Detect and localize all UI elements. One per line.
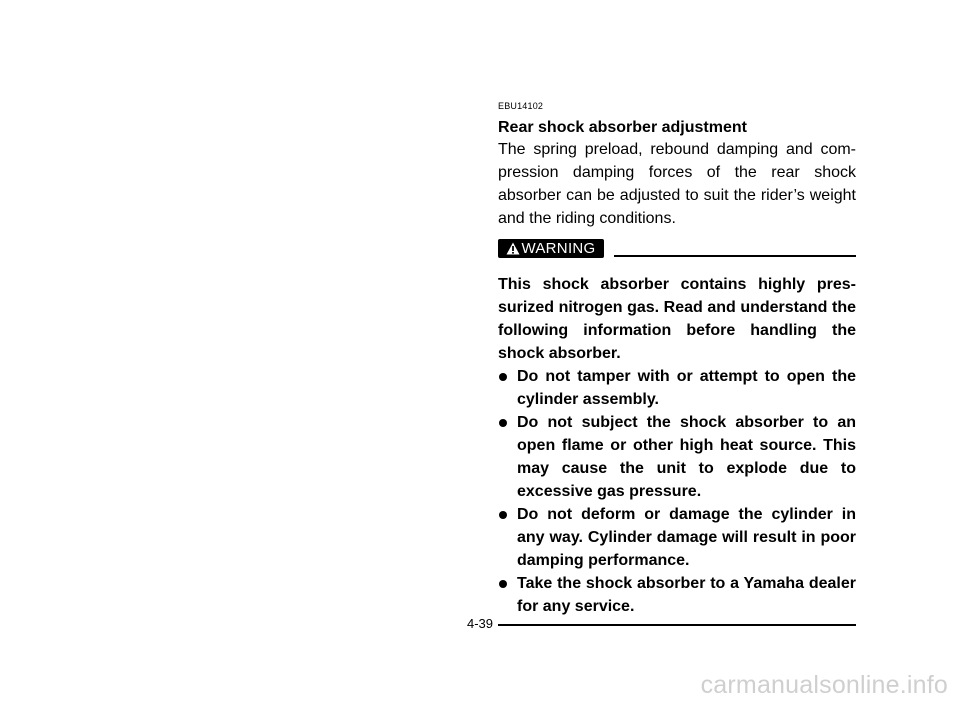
section-intro: The spring preload, rebound damping and com-pression damping forces of the rear shock absorber can be adjusted to suit the rider’s weight and the riding conditions. bbox=[498, 141, 856, 227]
bullet-dot-icon bbox=[499, 373, 507, 381]
warning-bullet bbox=[498, 411, 856, 503]
warning-divider bbox=[614, 255, 856, 257]
warning-badge bbox=[498, 239, 604, 258]
warning-bullet-list bbox=[498, 365, 856, 618]
warning-header bbox=[498, 238, 856, 258]
warning-bullet-text: Do not deform or damage the cylinder in any way. Cylinder damage will result in poor damping performance. bbox=[517, 506, 856, 569]
warning-bullet-text: Do not tamper with or attempt to open the cylinder assembly. bbox=[517, 368, 856, 408]
bullet-dot-icon bbox=[499, 419, 507, 427]
warning-text: This shock absorber contains highly pres-surized nitrogen gas. Read and understand the following information before handling the shock absorber. bbox=[498, 276, 856, 362]
section-code: EBU14102 bbox=[498, 101, 544, 111]
section-title: Rear shock absorber adjustment bbox=[498, 119, 747, 136]
manual-content-column bbox=[498, 100, 856, 626]
warning-label: WARNING bbox=[521, 240, 596, 257]
watermark: carmanualsonline.info bbox=[700, 671, 948, 699]
bullet-dot-icon bbox=[499, 580, 507, 588]
page-number: 4-39 bbox=[466, 616, 494, 631]
warning-bullet bbox=[498, 365, 856, 411]
warning-triangle-icon bbox=[506, 242, 520, 255]
bullet-dot-icon bbox=[499, 511, 507, 519]
warning-bullet-text: Do not subject the shock absorber to an open flame or other high heat source. This may cause the unit to explode due to excessive gas pressure. bbox=[517, 414, 856, 500]
warning-bullet bbox=[498, 572, 856, 618]
warning-bullet bbox=[498, 503, 856, 572]
warning-bullet-text: Take the shock absorber to a Yamaha dealer for any service. bbox=[517, 575, 856, 615]
